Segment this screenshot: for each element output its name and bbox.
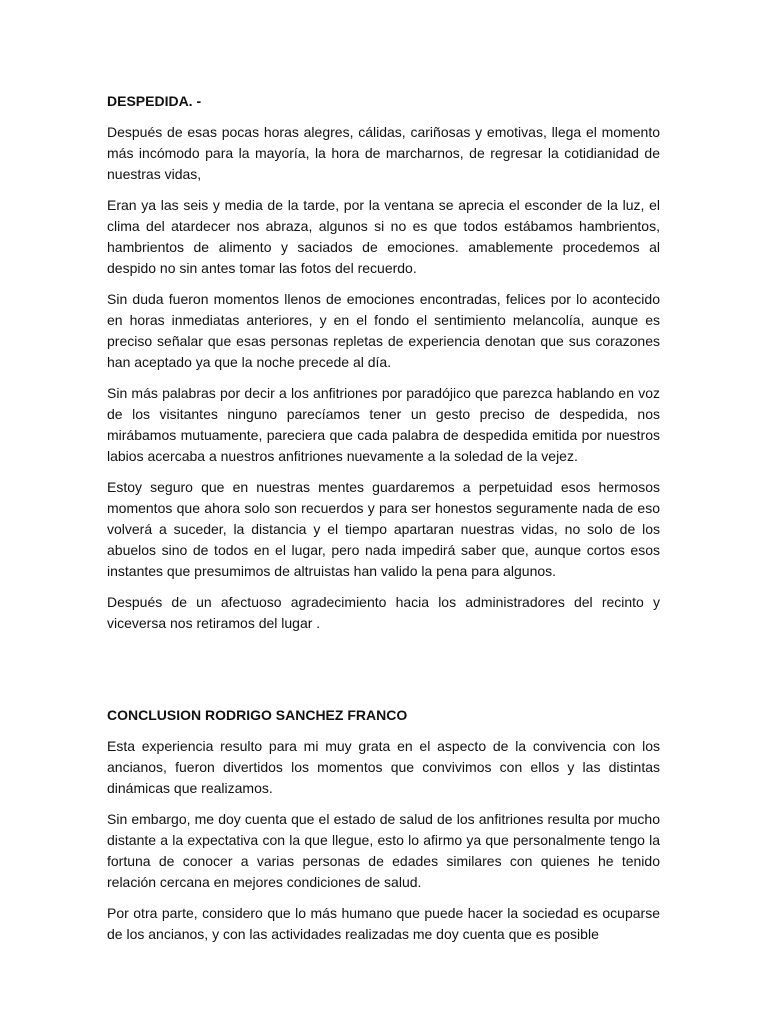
paragraph: Esta experiencia resulto para mi muy grata en el aspecto de la convivencia con los ancianos, fueron divertidos los momentos que convivimos con ellos y las distintas dinámicas que realizamos. <box>107 738 660 796</box>
paragraph: Después de esas pocas horas alegres, cálidas, cariñosas y emotivas, llega el momento más incómodo para la mayoría, la hora de marcharnos, de regresar la cotidianidad de nuestras vidas, <box>107 124 660 182</box>
section-heading: DESPEDIDA. - <box>107 93 202 109</box>
document-body <box>107 91 660 955</box>
section-despedida <box>107 91 660 634</box>
paragraph: Estoy seguro que en nuestras mentes guardaremos a perpetuidad esos hermosos momentos que ahora solo son recuerdos y para ser honestos seguramente nada de eso volverá a suceder, la distancia y el tiempo apartaran nuestras vidas, no solo de los abuelos sino de todos en el lugar, pero nada impedirá saber que, aunque cortos esos instantes que presumimos de altruistas han valido la pena para algunos. <box>107 479 660 579</box>
paragraph: Sin más palabras por decir a los anfitriones por paradójico que parezca hablando en voz de los visitantes ninguno parecíamos tener un gesto preciso de despedida, nos mirábamos mutuamente, pareciera que cada palabra de despedida emitida por nuestros labios acercaba a nuestros anfitriones nuevamente a la soledad de la vejez. <box>107 385 660 464</box>
paragraph: Sin embargo, me doy cuenta que el estado de salud de los anfitriones resulta por mucho distante a la expectativa con la que llegue, esto lo afirmo ya que personalmente tengo la fortuna de conocer a varias personas de edades similares con quienes he tenido relación cercana en mejores condiciones de salud. <box>107 811 660 890</box>
section-conclusion <box>107 705 660 945</box>
paragraph: Sin duda fueron momentos llenos de emociones encontradas, felices por lo acontecido en horas inmediatas anteriores, y en el fondo el sentimiento melancolía, aunque es preciso señalar que esas personas repletas de experiencia denotan que sus corazones han aceptado ya que la noche precede al día. <box>107 291 660 370</box>
section-heading: CONCLUSION RODRIGO SANCHEZ FRANCO <box>107 707 408 723</box>
paragraph: Después de un afectuoso agradecimiento hacia los administradores del recinto y viceversa nos retiramos del lugar . <box>107 594 660 631</box>
paragraph: Eran ya las seis y media de la tarde, por la ventana se aprecia el esconder de la luz, el clima del atardecer nos abraza, algunos si no es que todos estábamos hambrientos, hambrientos de alimento y saciados de emociones. amablemente procedemos al despido no sin antes tomar las fotos del recuerdo. <box>107 197 660 276</box>
section-spacer <box>107 644 660 705</box>
paragraph: Por otra parte, considero que lo más humano que puede hacer la sociedad es ocuparse de los ancianos, y con las actividades realizadas me doy cuenta que es posible <box>107 905 660 942</box>
